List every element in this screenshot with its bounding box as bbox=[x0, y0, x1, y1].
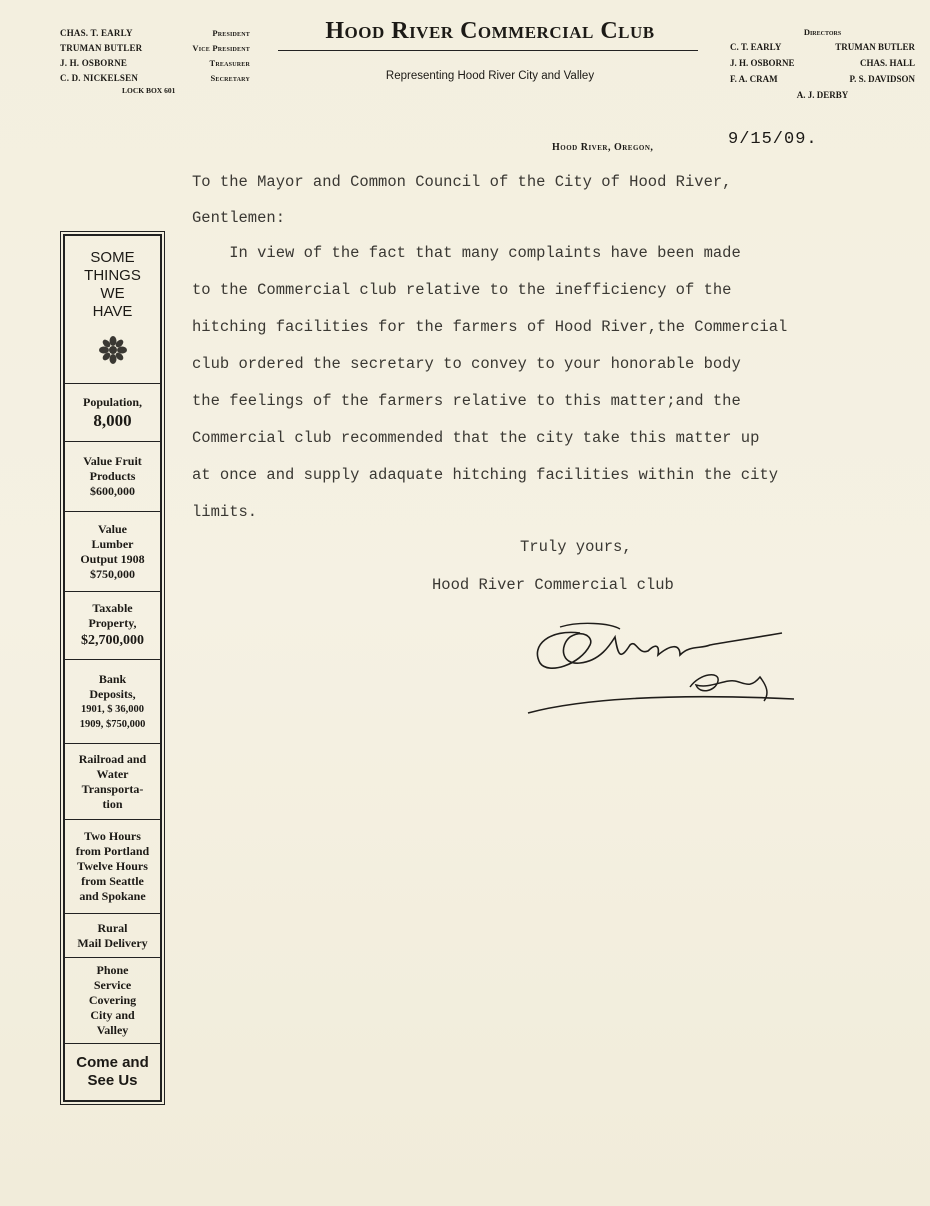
sidebar-item-label: Property, bbox=[88, 615, 137, 630]
sidebar-item-phone bbox=[65, 958, 160, 1044]
directors-row bbox=[730, 55, 915, 71]
sidebar-item-label: Covering bbox=[88, 993, 137, 1007]
officer-title: President bbox=[212, 28, 250, 38]
body-line: club ordered the secretary to convey to your honorable body bbox=[192, 355, 741, 373]
directors-row bbox=[730, 39, 915, 55]
sidebar-item-label: Products bbox=[89, 469, 136, 483]
officers-list bbox=[60, 26, 250, 86]
sidebar-heading: WE bbox=[100, 285, 125, 302]
sidebar-item-mail bbox=[65, 914, 160, 958]
director-name: CHAS. HALL bbox=[859, 58, 915, 68]
title-rule bbox=[278, 50, 698, 51]
officer-title: Secretary bbox=[210, 73, 250, 83]
sidebar-item-label: Taxable bbox=[92, 600, 133, 615]
sidebar-item-label: Railroad and bbox=[78, 751, 147, 766]
sidebar-heading-cell bbox=[65, 236, 160, 384]
greeting: Gentlemen: bbox=[192, 209, 286, 227]
officer-row bbox=[60, 26, 250, 41]
officer-row bbox=[60, 56, 250, 71]
sidebar-item-label: Value bbox=[98, 521, 127, 536]
sidebar-heading: HAVE bbox=[92, 303, 133, 320]
director-name: P. S. DAVIDSON bbox=[849, 74, 915, 84]
director-name: A. J. DERBY bbox=[796, 90, 849, 100]
body-line: hitching facilities for the farmers of Hood River,the Commercial bbox=[192, 318, 788, 336]
directors-row bbox=[730, 87, 915, 103]
sidebar-item-lumber bbox=[65, 512, 160, 592]
sidebar-item-label: Population, bbox=[82, 394, 142, 409]
sidebar-item-bank bbox=[65, 660, 160, 744]
officer-row bbox=[60, 71, 250, 86]
body-line: limits. bbox=[192, 503, 258, 521]
sidebar-item-population bbox=[65, 384, 160, 442]
body-line: In view of the fact that many complaints have been made bbox=[192, 244, 741, 262]
sidebar-item-label: Transporta- bbox=[81, 781, 144, 796]
sidebar-item-label: Value Fruit bbox=[83, 454, 142, 468]
sidebar-item-label: from Portland bbox=[75, 844, 150, 858]
sidebar-item-label: Twelve Hours bbox=[77, 859, 148, 873]
club-title: Hood River Commercial Club bbox=[325, 18, 655, 44]
signer: Hood River Commercial club bbox=[432, 576, 674, 594]
sidebar-item-value: 8,000 bbox=[93, 410, 132, 430]
tagline: Representing Hood River City and Valley bbox=[385, 70, 595, 82]
officer-row bbox=[60, 41, 250, 56]
sidebar-item-distances bbox=[65, 820, 160, 914]
body-line: Commercial club recommended that the city take this matter up bbox=[192, 429, 760, 447]
officer-name: J. H. OSBORNE bbox=[60, 58, 128, 68]
sidebar-heading: THINGS bbox=[84, 267, 141, 284]
closing: Truly yours, bbox=[520, 538, 632, 556]
sidebar-item-label: Service bbox=[93, 978, 132, 992]
sidebar-item-label: Deposits, bbox=[89, 686, 136, 701]
director-name: F. A. CRAM bbox=[730, 74, 778, 84]
directors-heading: Directors bbox=[803, 27, 842, 37]
sidebar-item-value: $2,700,000 bbox=[81, 632, 144, 648]
sidebar-item-value: 1909, $750,000 bbox=[79, 718, 146, 730]
sidebar-item-label: Phone bbox=[96, 963, 129, 977]
director-name: TRUMAN BUTLER bbox=[835, 42, 915, 52]
sidebar-item-label: Water bbox=[96, 766, 129, 781]
sidebar-item-label: Mail Delivery bbox=[77, 935, 148, 950]
sidebar-item-value: 1901, $ 36,000 bbox=[81, 703, 144, 715]
directors-list bbox=[730, 26, 915, 103]
sidebar-item-invite bbox=[65, 1044, 160, 1100]
sidebar-heading: SOME bbox=[90, 249, 135, 266]
sidebar-item-label: Two Hours bbox=[84, 829, 141, 843]
officer-title: Vice President bbox=[192, 43, 250, 53]
lock-box: LOCK BOX 601 bbox=[122, 86, 176, 95]
officer-name: TRUMAN BUTLER bbox=[60, 43, 143, 53]
sidebar-item-property bbox=[65, 592, 160, 660]
handwritten-signature bbox=[520, 615, 800, 725]
sidebar-item-label: and Spokane bbox=[79, 889, 146, 903]
sidebar-item-fruit bbox=[65, 442, 160, 512]
director-name: C. T. EARLY bbox=[730, 42, 782, 52]
sidebar-item-label: See Us bbox=[87, 1072, 138, 1089]
director-name: J. H. OSBORNE bbox=[730, 58, 795, 68]
sidebar-item-label: Lumber bbox=[91, 536, 134, 551]
sidebar-item-label: City and bbox=[90, 1008, 135, 1022]
sidebar-item-label: Output 1908 bbox=[80, 551, 145, 566]
sidebar-box bbox=[63, 234, 162, 1102]
sidebar-item-value: $600,000 bbox=[90, 484, 135, 498]
sidebar-item-transport bbox=[65, 744, 160, 820]
body-line: the feelings of the farmers relative to this matter;and the bbox=[192, 392, 741, 410]
sidebar-item-value: $750,000 bbox=[90, 566, 135, 581]
sidebar-item-label: Rural bbox=[97, 920, 128, 935]
addressee: To the Mayor and Common Council of the City of Hood River, bbox=[192, 173, 732, 191]
body-line: to the Commercial club relative to the inefficiency of the bbox=[192, 281, 732, 299]
sidebar-item-label: from Seattle bbox=[81, 874, 144, 888]
sidebar-item-label: Valley bbox=[96, 1023, 129, 1037]
apple-blossom-icon bbox=[65, 335, 160, 370]
officer-name: C. D. NICKELSEN bbox=[60, 73, 139, 83]
directors-row bbox=[730, 71, 915, 87]
sidebar-item-label: Bank bbox=[98, 671, 127, 686]
sidebar-item-label: Come and bbox=[76, 1054, 149, 1071]
date: 9/15/09. bbox=[728, 130, 818, 149]
officer-title: Treasurer bbox=[209, 58, 250, 68]
place-line: Hood River, Oregon, bbox=[552, 142, 654, 153]
officer-name: CHAS. T. EARLY bbox=[60, 28, 133, 38]
body-line: at once and supply adaquate hitching facilities within the city bbox=[192, 466, 778, 484]
sidebar-item-label: tion bbox=[102, 796, 123, 811]
